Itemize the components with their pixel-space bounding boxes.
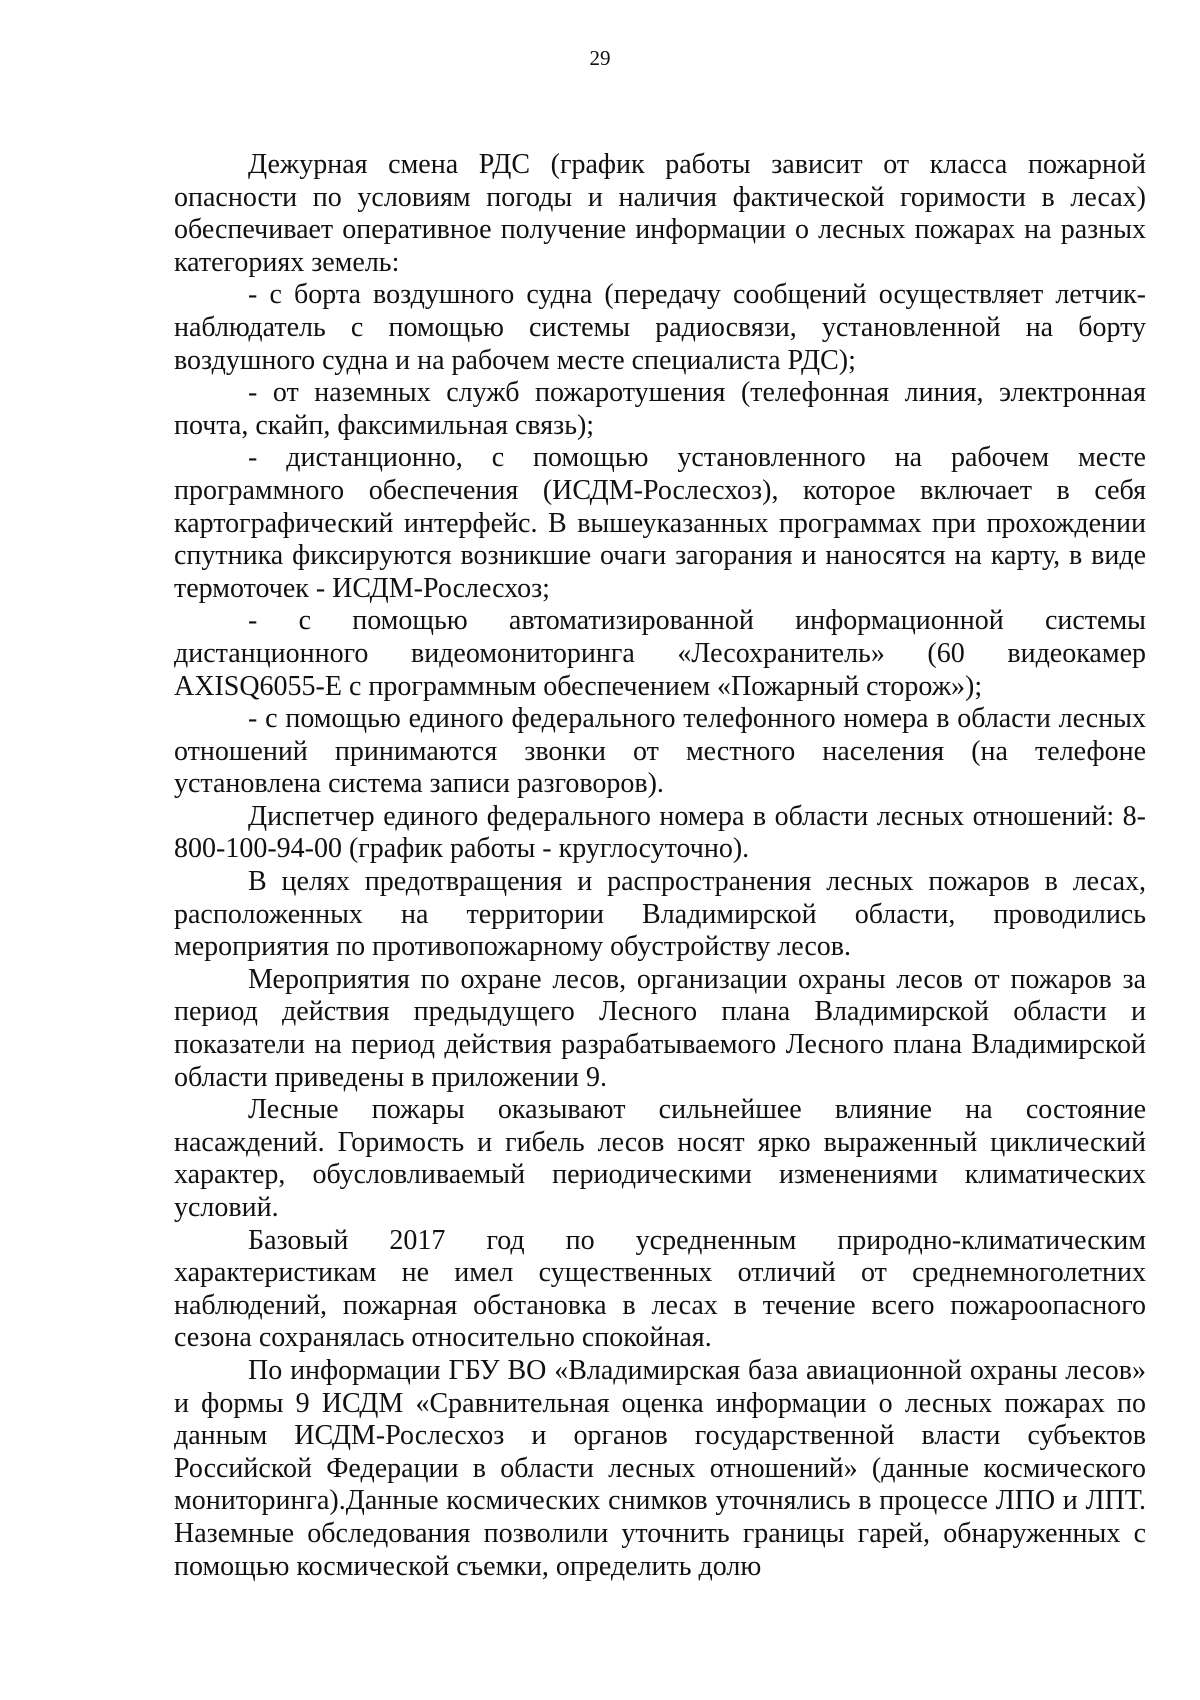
paragraph-base-year: Базовый 2017 год по усредненным природно-климатическим характеристикам не имел существенных отличий от среднемноголетних наблюдений, пожарная обстановка в лесах в течение всего пожароопасного сезона сохранялась относительно спокойная. [174,1224,1146,1354]
paragraph-phone-number: - с помощью единого федерального телефонного номера в области лесных отношений принимаются звонки от местного населения (на телефоне установлена система записи разговоров). [174,703,1146,800]
paragraph-remote-software: - дистанционно, с помощью установленного на рабочем месте программного обеспечения (ИСДМ-Рослесхоз), которое включает в себя картографический интерфейс. В вышеуказанных программах при прохождении спутника фиксируются возникшие очаги загорания и наносятся на карту, в виде термоточек - ИСДМ-Рослесхоз; [174,442,1146,604]
paragraph-duty-shift: Дежурная смена РДС (график работы зависит от класса пожарной опасности по условиям погоды и наличия фактической горимости в лесах) обеспечивает оперативное получение информации о лесных пожарах на разных категориях земель: [174,149,1146,278]
paragraph-forest-protection: Мероприятия по охране лесов, организации охраны лесов от пожаров за период действия предыдущего Лесного плана Владимирской области и показатели на период действия разрабатываемого Лесного плана Владимирской области приведены в приложении 9. [174,963,1146,1093]
document-body [174,149,1146,1583]
paragraph-information: По информации ГБУ ВО «Владимирская база авиационной охраны лесов» и формы 9 ИСДМ «Сравнительная оценка информации о лесных пожарах по данным ИСДМ-Рослесхоз и органов государственной власти субъектов Российской Федерации в области лесных отношений» (данные космического мониторинга).Данные космических снимков уточнялись в процессе ЛПО и ЛПТ. Наземные обследования позволили уточнить границы гарей, обнаруженных с помощью космической съемки, определить долю [174,1354,1146,1582]
page-number: 29 [589,46,611,70]
paragraph-video-monitoring: - с помощью автоматизированной информационной системы дистанционного видеомониторинга «Лесохранитель» (60 видеокамер AXISQ6055-E с программным обеспечением «Пожарный сторож»); [174,605,1146,702]
paragraph-fire-influence: Лесные пожары оказывают сильнейшее влияние на состояние насаждений. Горимость и гибель лесов носят ярко выраженный циклический характер, обусловливаемый периодическими изменениями климатических условий. [174,1094,1146,1223]
paragraph-ground-services: - от наземных служб пожаротушения (телефонная линия, электронная почта, скайп, факсимильная связь); [174,377,1146,441]
paragraph-prevention: В целях предотвращения и распространения лесных пожаров в лесах, расположенных на территории Владимирской области, проводились мероприятия по противопожарному обустройству лесов. [174,866,1146,963]
paragraph-dispatcher: Диспетчер единого федерального номера в области лесных отношений: 8-800-100-94-00 (график работы - круглосуточно). [174,800,1146,865]
paragraph-aircraft: - с борта воздушного судна (передачу сообщений осуществляет летчик-наблюдатель с помощью системы радиосвязи, установленной на борту воздушного судна и на рабочем месте специалиста РДС); [174,279,1146,376]
